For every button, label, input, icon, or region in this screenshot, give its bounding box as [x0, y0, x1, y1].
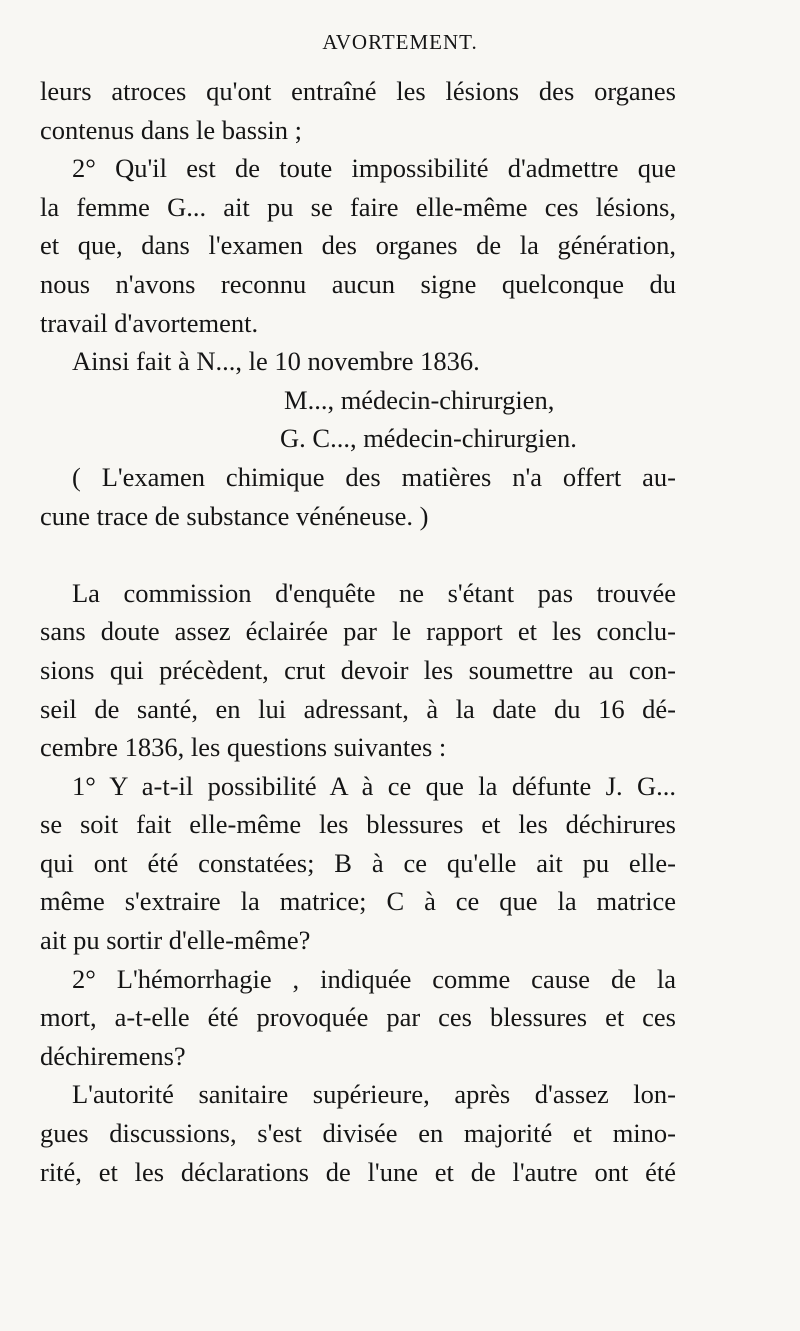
- text-line: ait pu sortir d'elle-même?: [40, 925, 311, 956]
- text-line: déchiremens?: [40, 1040, 186, 1071]
- text-line: rité, et les déclarations de l'une et de l'autre ont été: [40, 1156, 676, 1187]
- text-line: ( L'examen chimique des matières n'a offert au-: [72, 461, 676, 492]
- text-line: seil de santé, en lui adressant, à la date du 16 dé-: [40, 693, 676, 724]
- text-line: cune trace de substance vénéneuse. ): [40, 500, 429, 531]
- text-line: contenus dans le bassin ;: [40, 114, 303, 145]
- text-line: nous n'avons reconnu aucun signe quelconque du: [40, 268, 676, 299]
- text-line: cembre 1836, les questions suivantes :: [40, 732, 447, 763]
- text-line: même s'extraire la matrice; C à ce que la matrice: [40, 886, 676, 917]
- text-line: leurs atroces qu'ont entraîné les lésions des organes: [40, 76, 676, 106]
- running-header: AVORTEMENT.: [322, 30, 478, 54]
- text-line: mort, a-t-elle été provoquée par ces blessures et ces: [40, 1002, 676, 1033]
- text-line: se soit fait elle-même les blessures et les déchirures: [40, 809, 676, 840]
- text-line: 1° Y a-t-il possibilité A à ce que la défunte J. G...: [72, 770, 676, 801]
- text-line: travail d'avortement.: [40, 307, 259, 338]
- text-line: la femme G... ait pu se faire elle-même ces lésions,: [40, 191, 676, 222]
- paragraph-gap: [40, 535, 676, 574]
- signature-line: G. C..., médecin-chirurgien.: [280, 423, 577, 454]
- text-line: sions qui précèdent, crut devoir les soumettre au con-: [40, 654, 676, 685]
- text-line: L'autorité sanitaire supérieure, après d'assez lon-: [72, 1079, 676, 1110]
- text-line: sans doute assez éclairée par le rapport et les conclu-: [40, 616, 676, 647]
- signature-line: M..., médecin-chirurgien,: [284, 384, 555, 415]
- page-body-text: [40, 72, 676, 1191]
- text-line: La commission d'enquête ne s'étant pas trouvée: [72, 577, 676, 608]
- text-line: 2° L'hémorrhagie , indiquée comme cause de la: [72, 963, 676, 994]
- text-line: 2° Qu'il est de toute impossibilité d'admettre que: [72, 153, 676, 184]
- text-line: gues discussions, s'est divisée en majorité et mino-: [40, 1118, 676, 1149]
- text-line: qui ont été constatées; B à ce qu'elle ait pu elle-: [40, 847, 676, 878]
- text-line: Ainsi fait à N..., le 10 novembre 1836.: [72, 346, 480, 377]
- text-line: et que, dans l'examen des organes de la génération,: [40, 230, 676, 261]
